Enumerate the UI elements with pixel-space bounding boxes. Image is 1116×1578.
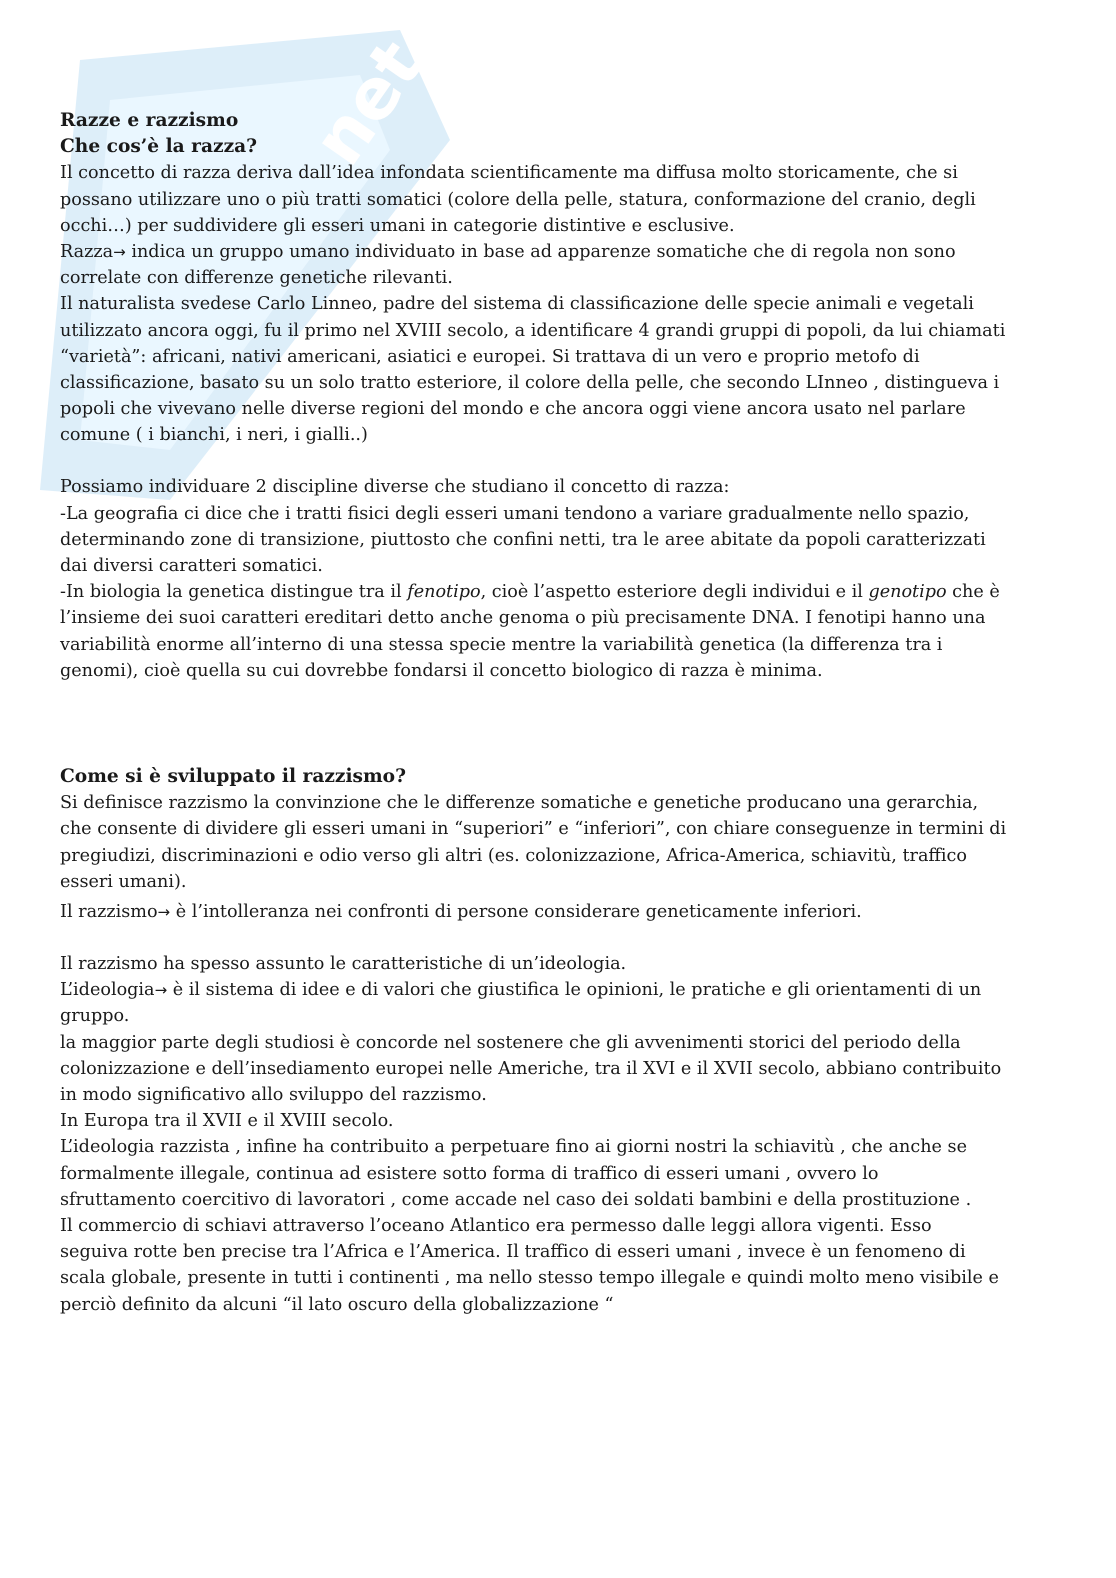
text-line: classificazione, basato su un solo tratto esteriore, il colore della pelle, che secondo LInneo , distingueva i <box>60 372 1000 393</box>
text-line: utilizzato ancora oggi, fu il primo nel XVIII secolo, a identificare 4 grandi gruppi di popoli, da lui chiamati <box>60 320 1006 341</box>
text-span: , cioè l’aspetto esteriore degli individui e il <box>480 582 869 603</box>
term-fenotipo: fenotipo <box>407 582 481 603</box>
text-line: che consente di dividere gli esseri umani in “superiori” e “inferiori”, con chiare conseguenze in termini di <box>60 819 1007 840</box>
term-ideologia: L’ideologia <box>60 980 155 1001</box>
text-line: genomi), cioè quella su cui dovrebbe fondarsi il concetto biologico di razza è minima. <box>60 660 823 681</box>
text-line: la maggior parte degli studiosi è concorde nel sostenere che gli avvenimenti storici del periodo della <box>60 1032 961 1053</box>
text-line: Il concetto di razza deriva dall’idea infondata scientificamente ma diffusa molto storicamente, che si <box>60 163 958 184</box>
document-body <box>60 108 1060 1318</box>
paragraph-definizione-razzismo <box>60 790 1060 895</box>
text-span: è il sistema di idee e di valori che giustifica le opinioni, le pratiche e gli orientamenti di un <box>167 980 982 1001</box>
paragraph-linneo <box>60 291 1060 448</box>
paragraph-intolleranza <box>60 899 1060 925</box>
paragraph-definizione-razza <box>60 239 1060 291</box>
text-line: occhi…) per suddividere gli esseri umani in categorie distintive e esclusive. <box>60 215 735 236</box>
paragraph-ideologia-intro: Il razzismo ha spesso assunto le caratteristiche di un’ideologia. <box>60 954 627 975</box>
text-line: sfruttamento coercitivo di lavoratori , come accade nel caso dei soldati bambini e della prostituzione . <box>60 1189 972 1210</box>
paragraph-discipline <box>60 474 1060 579</box>
arrow-right-icon: → <box>154 981 168 1000</box>
text-line <box>60 977 1060 1003</box>
text-line: pregiudizi, discriminazioni e odio verso gli altri (es. colonizzazione, Africa-America, schiavitù, traffico <box>60 845 968 866</box>
text-line: determinando zone di transizione, piuttosto che confini netti, tra le aree abitate da popoli caratterizzati <box>60 529 986 550</box>
paragraph-ideologia-definizione <box>60 977 1060 1029</box>
text-line: Il naturalista svedese Carlo Linneo, padre del sistema di classificazione delle specie animali e vegetali <box>60 294 974 315</box>
section-heading-razza: Che cos’è la razza? <box>60 136 258 158</box>
text-line: Possiamo individuare 2 discipline diverse che studiano il concetto di razza: <box>60 477 730 498</box>
paragraph-concetto-razza <box>60 160 1060 239</box>
text-line <box>60 579 1060 605</box>
watermark-text: net <box>296 25 439 180</box>
text-line: dai diversi caratteri somatici. <box>60 556 323 576</box>
text-span: che è <box>946 582 1000 603</box>
text-line: L’ideologia razzista , infine ha contribuito a perpetuare fino ai giorni nostri la schiavitù , che anche se <box>60 1137 967 1158</box>
text-span: -In biologia la genetica distingue tra il <box>60 582 408 603</box>
arrow-right-icon: → <box>113 242 126 261</box>
text-line: In Europa tra il XVII e il XVIII secolo. <box>60 1111 394 1132</box>
text-line: colonizzazione e dell’insediamento europei nelle Americhe, tra il XVI e il XVII secolo, abbiano contribuito <box>60 1058 1002 1079</box>
text-line: Si definisce razzismo la convinzione che le differenze somatiche e genetiche producano una gerarchia, <box>60 793 979 814</box>
term-razzismo: Il razzismo <box>60 901 158 922</box>
text-line: popoli che vivevano nelle diverse regioni del mondo e che ancora oggi viene ancora usato nel parlare <box>60 399 966 420</box>
text-line: scala globale, presente in tutti i continenti , ma nello stesso tempo illegale e quindi molto meno visibile e <box>60 1268 999 1289</box>
text-line: l’insieme dei suoi caratteri ereditari detto anche genoma o più precisamente DNA. I fenotipi hanno una <box>60 608 986 629</box>
text-line: gruppo. <box>60 1006 130 1027</box>
text-line: “varietà”: africani, nativi americani, asiatici e europei. Si trattava di un vero e proprio metofo di <box>60 346 920 367</box>
text-line: correlate con differenze genetiche rilevanti. <box>60 268 453 289</box>
text-line: comune ( i bianchi, i neri, i gialli..) <box>60 425 368 446</box>
text-line: perciò definito da alcuni “il lato oscuro della globalizzazione “ <box>60 1294 614 1315</box>
text-span: indica un gruppo umano individuato in base ad apparenze somatiche che di regola non sono <box>125 241 956 262</box>
text-line: in modo significativo allo sviluppo del razzismo. <box>60 1085 487 1105</box>
text-line: seguiva rotte ben precise tra l’Africa e l’America. Il traffico di esseri umani , invece è un fenomeno di <box>60 1242 966 1263</box>
document-title: Razze e razzismo <box>60 110 239 131</box>
text-line: Il commercio di schiavi attraverso l’oceano Atlantico era permesso dalle leggi allora vigenti. Esso <box>60 1215 932 1236</box>
text-line <box>60 239 1060 265</box>
paragraph-storia <box>60 1030 1060 1318</box>
text-span: è l’intolleranza nei confronti di persone considerare geneticamente inferiori. <box>170 901 862 922</box>
text-line: possano utilizzare uno o più tratti somatici (colore della pelle, statura, conformazione del cranio, degli <box>60 189 976 210</box>
paragraph-biologia <box>60 579 1060 684</box>
section-heading-razzismo: Come si è sviluppato il razzismo? <box>60 765 406 787</box>
text-line: formalmente illegale, continua ad esistere sotto forma di traffico di esseri umani , ovvero lo <box>60 1163 879 1184</box>
text-line: -La geografia ci dice che i tratti fisici degli esseri umani tendono a variare gradualmente nello spazio, <box>60 503 970 524</box>
text-line: variabilità enorme all’interno di una stessa specie mentre la variabilità genetica (la differenza tra i <box>60 634 943 655</box>
term-razza: Razza <box>60 241 114 262</box>
text-line: esseri umani). <box>60 871 187 892</box>
arrow-right-icon: → <box>157 902 171 921</box>
term-genotipo: genotipo <box>868 582 947 603</box>
